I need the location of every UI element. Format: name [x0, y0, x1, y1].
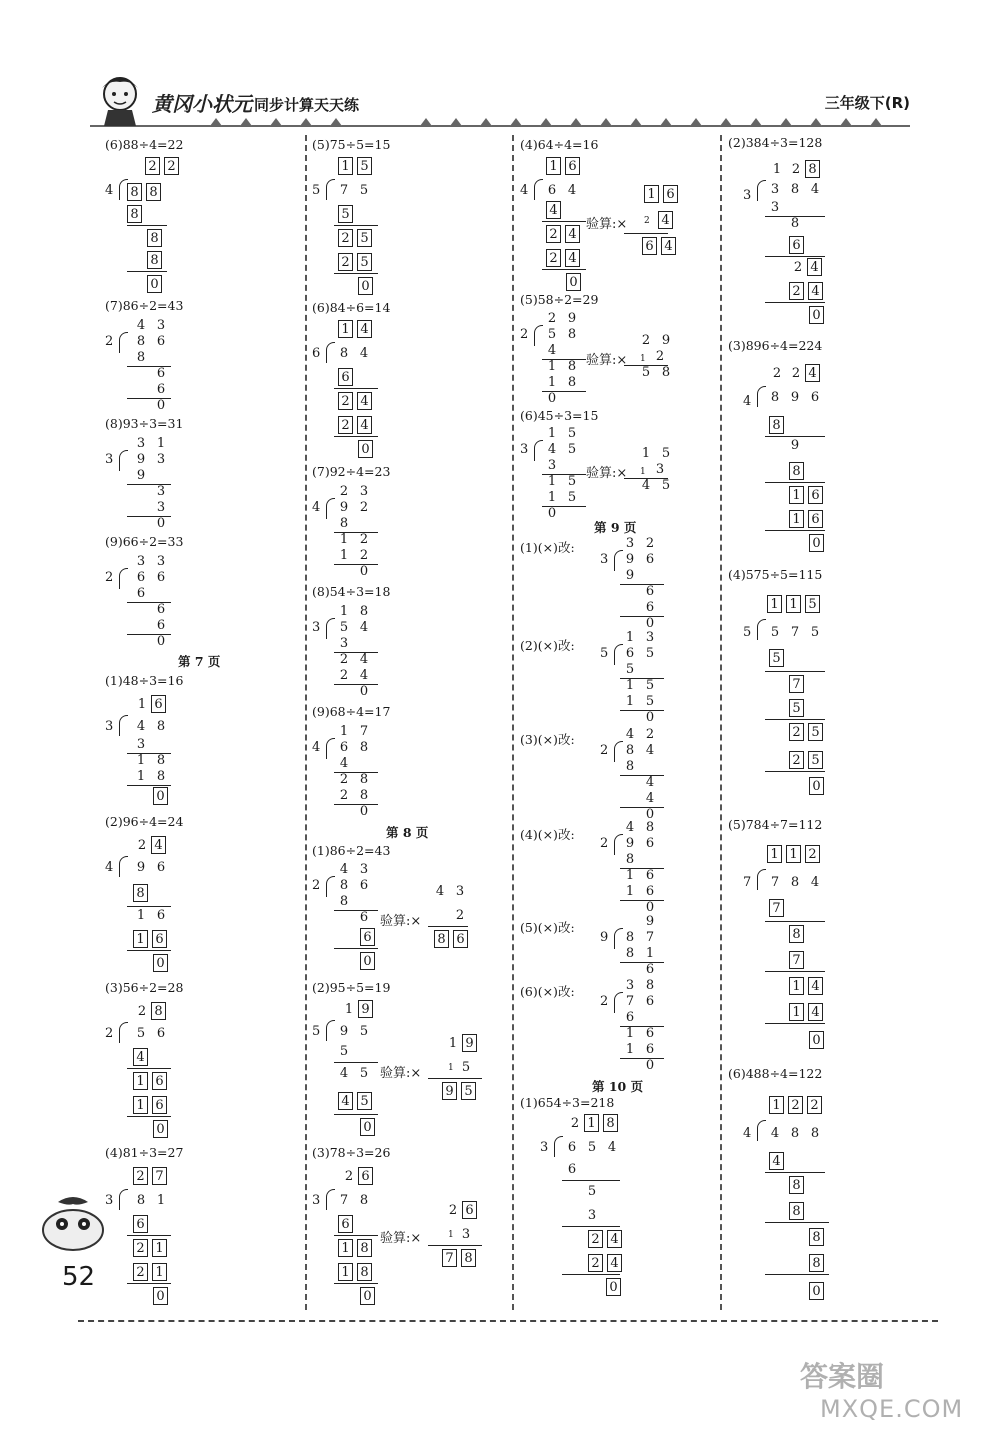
page-number: 52: [62, 1262, 96, 1292]
problem-equation: (5)58÷2=29: [520, 292, 599, 307]
check-label: 验算:: [380, 1066, 411, 1081]
problem-equation: (8)93÷3=31: [105, 416, 184, 431]
problem-equation: (3)56÷2=28: [105, 980, 184, 995]
problem-equation: (6)488÷4=122: [728, 1066, 823, 1081]
problem-equation: (8)54÷3=18: [312, 584, 391, 599]
problem-equation: (4)81÷3=27: [105, 1145, 184, 1160]
page-label: 第 7 页: [178, 654, 221, 669]
problem-equation: (1)48÷3=16: [105, 673, 184, 688]
brand-title: 黄冈小状元: [152, 92, 252, 116]
problem-equation: (3)78÷3=26: [312, 1145, 391, 1160]
problem-equation: (3)896÷4=224: [728, 338, 823, 353]
problem-equation: (2)96÷4=24: [105, 814, 184, 829]
column-divider: [305, 135, 307, 1310]
correction-item: (5)(×)改:: [520, 920, 575, 935]
column-divider: [512, 135, 514, 1310]
problem-equation: (7)86÷2=43: [105, 298, 184, 313]
problem-equation: (6)84÷6=14: [312, 300, 391, 315]
column-divider: [720, 135, 722, 1310]
problem-equation: (4)575÷5=115: [728, 567, 823, 582]
problem-equation: (6)88÷4=22: [105, 137, 184, 152]
problem-equation: (4)64÷4=16: [520, 137, 599, 152]
footer-divider: [78, 1320, 938, 1322]
problem-equation: (7)92÷4=23: [312, 464, 391, 479]
series-title: 同步计算天天练: [254, 96, 360, 114]
check-label: 验算:: [586, 466, 617, 481]
page-label: 第 8 页: [386, 825, 429, 840]
problem-equation: (1)654÷3=218: [520, 1095, 615, 1110]
problem-equation: (1)86÷2=43: [312, 843, 391, 858]
problem-equation: (5)784÷7=112: [728, 817, 823, 832]
correction-item: (1)(×)改:: [520, 540, 575, 555]
decorative-border-icon: [90, 116, 910, 132]
watermark: 答案圈: [800, 1360, 885, 1393]
cartoon-corner-icon: [38, 1190, 108, 1254]
problem-equation: (6)45÷3=15: [520, 408, 599, 423]
page-label: 第 10 页: [592, 1079, 644, 1094]
check-label: 验算:: [380, 914, 411, 929]
correction-item: (2)(×)改:: [520, 638, 575, 653]
page-header: [90, 70, 910, 130]
correction-item: (3)(×)改:: [520, 732, 575, 747]
watermark-url: MXQE.COM: [820, 1395, 964, 1423]
grade-label: 三年级下(R): [824, 94, 910, 112]
correction-item: (6)(×)改:: [520, 984, 575, 999]
problem-equation: (2)95÷5=19: [312, 980, 391, 995]
problem-equation: (2)384÷3=128: [728, 135, 823, 150]
problem-equation: (5)75÷5=15: [312, 137, 391, 152]
page-label: 第 9 页: [594, 520, 637, 535]
check-label: 验算:: [586, 217, 617, 232]
check-label: 验算:: [586, 353, 617, 368]
check-label: 验算:: [380, 1231, 411, 1246]
problem-equation: (9)66÷2=33: [105, 534, 184, 549]
correction-item: (4)(×)改:: [520, 827, 575, 842]
problem-equation: (9)68÷4=17: [312, 704, 391, 719]
